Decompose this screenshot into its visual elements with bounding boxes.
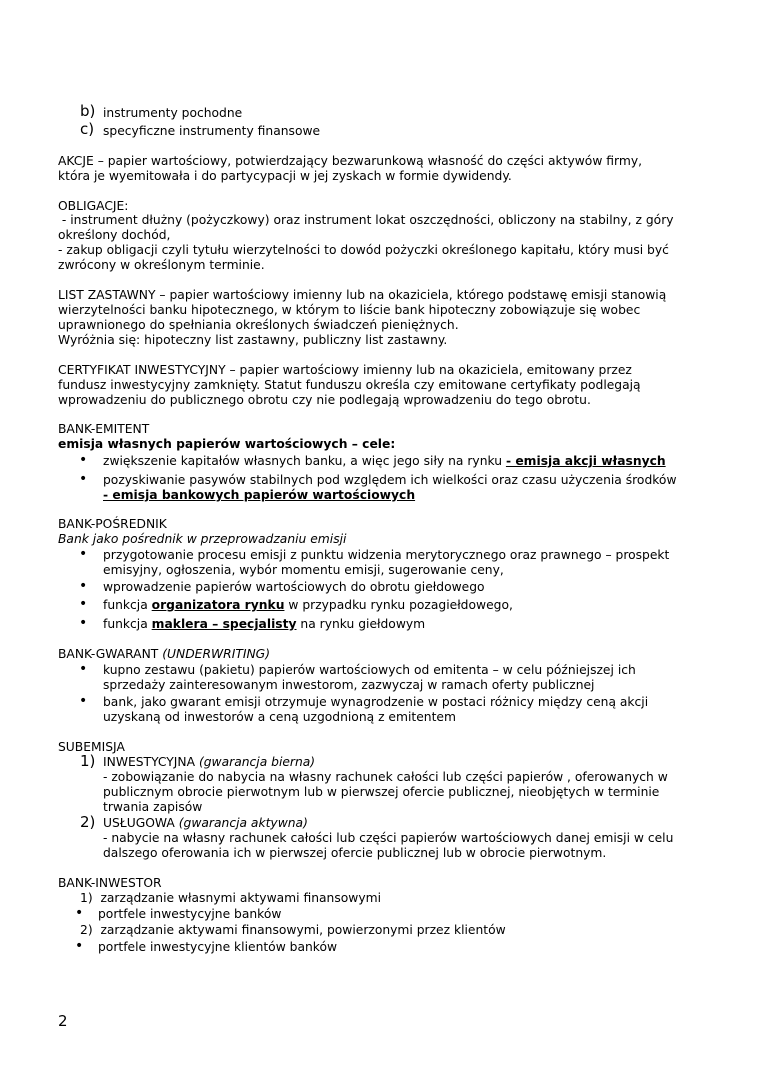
list-zastawny-line: Wyróżnia się: hipoteczny list zastawny, publiczny list zastawny.	[58, 333, 448, 347]
bullet: •	[79, 661, 88, 677]
bullet: •	[79, 693, 88, 709]
bank-gwarant-heading: BANK-GWARANT (UNDERWRITING)	[58, 647, 270, 661]
certyfikat-line: wprowadzeniu do publicznego obrotu czy nie podlegają wprowadzeniu do tego obrotu.	[58, 393, 591, 407]
obligacje-line: zwrócony w określonym terminie.	[58, 258, 265, 272]
bullet: •	[75, 938, 84, 954]
subemisja-heading: SUBEMISJA	[58, 740, 125, 754]
list-item-c: specyficzne instrumenty finansowe	[103, 124, 321, 138]
bank-posrednik-heading: BANK-POŚREDNIK	[58, 517, 167, 531]
list-zastawny-line: uprawnionego do spełniania określonych świadczeń pieniężnych.	[58, 318, 459, 332]
obligacje-line: określony dochód,	[58, 228, 171, 242]
subemisja-item-1-text: - zobowiązanie do nabycia na własny rachunek całości lub części papierów , oferowanych w	[103, 770, 668, 784]
bullet: •	[75, 905, 84, 921]
bank-emitent-bullet-1: zwiększenie kapitałów własnych banku, a więc jego siły na rynku - emisja akcji własnych	[103, 454, 666, 468]
bank-inwestor-line: 2) zarządzanie aktywami finansowymi, powierzonymi przez klientów	[80, 923, 506, 937]
bank-posrednik-subheading: Bank jako pośrednik w przeprowadzaniu emisji	[58, 532, 347, 546]
page-number: 2	[58, 1012, 68, 1030]
obligacje-heading: OBLIGACJE:	[58, 199, 129, 213]
list-item-b: instrumenty pochodne	[103, 106, 243, 120]
bank-emitent-heading: BANK-EMITENT	[58, 422, 150, 436]
certyfikat-line: CERTYFIKAT INWESTYCYJNY – papier wartościowy imienny lub na okaziciela, emitowany przez	[58, 363, 632, 377]
list-zastawny-line: wierzytelności banku hipotecznego, w którym to liście bank hipoteczny zobowiązuje się wobec	[58, 303, 641, 317]
bank-inwestor-line: portfele inwestycyjne banków	[98, 907, 282, 921]
akcje-line: AKCJE – papier wartościowy, potwierdzający bezwarunkową własność do części aktywów firmy,	[58, 154, 643, 168]
list-marker: 1)	[80, 752, 96, 770]
bullet: •	[79, 546, 88, 562]
bank-inwestor-line: 1) zarządzanie własnymi aktywami finansowymi	[80, 891, 382, 905]
bank-gwarant-bullet-1-cont: sprzedaży zainteresowanym inwestorom, zazwyczaj w ramach oferty publicznej	[103, 678, 595, 692]
list-zastawny-line: LIST ZASTAWNY – papier wartościowy imienny lub na okaziciela, którego podstawę emisji stanowią	[58, 288, 667, 302]
bank-gwarant-bullet-1: kupno zestawu (pakietu) papierów wartościowych od emitenta – w celu późniejszej ich	[103, 663, 636, 677]
bullet: •	[79, 596, 88, 612]
bank-posrednik-bullet-1: przygotowanie procesu emisji z punktu widzenia merytorycznego oraz prawnego – prospekt	[103, 548, 670, 562]
obligacje-line: - instrument dłużny (pożyczkowy) oraz instrument lokat oszczędności, obliczony na stabilny, z góry	[58, 213, 674, 227]
certyfikat-line: fundusz inwestycyjny zamknięty. Statut funduszu określa czy emitowane certyfikaty podlegają	[58, 378, 641, 392]
akcje-line: która je wyemitowała i do partycypacji w jej zyskach w formie dywidendy.	[58, 169, 512, 183]
subemisja-item-2-title: USŁUGOWA (gwarancja aktywna)	[103, 816, 308, 830]
bullet: •	[79, 471, 88, 487]
bank-gwarant-bullet-2-cont: uzyskaną od inwestorów a ceną uzgodnioną z emitentem	[103, 710, 456, 724]
bank-posrednik-bullet-1-cont: emisyjny, ogłoszenia, wybór momentu emisji, sugerowanie ceny,	[103, 563, 504, 577]
subemisja-item-2-text: - nabycie na własny rachunek całości lub części papierów wartościowych danej emisji w celu	[103, 831, 674, 845]
bank-posrednik-bullet-2: wprowadzenie papierów wartościowych do obrotu giełdowego	[103, 580, 485, 594]
bank-emitent-bullet-2-cont: - emisja bankowych papierów wartościowych	[103, 488, 416, 502]
subemisja-item-2-text: dalszego oferowania ich w pierwszej ofercie publicznej lub w obrocie pierwotnym.	[103, 846, 607, 860]
bullet: •	[79, 578, 88, 594]
bank-posrednik-bullet-3: funkcja organizatora rynku w przypadku rynku pozagiełdowego,	[103, 598, 513, 612]
bullet: •	[79, 452, 88, 468]
bank-gwarant-bullet-2: bank, jako gwarant emisji otrzymuje wynagrodzenie w postaci różnicy między ceną akcji	[103, 695, 649, 709]
bank-emitent-subheading: emisja własnych papierów wartościowych – cele:	[58, 437, 396, 451]
subemisja-item-1-text: publicznym obrocie pierwotnym lub w pierwszej ofercie publicznej, nieobjętych w terminie	[103, 785, 660, 799]
list-marker-c: c)	[80, 120, 95, 138]
subemisja-item-1-text: trwania zapisów	[103, 800, 203, 814]
list-marker-b: b)	[80, 102, 96, 120]
subemisja-item-1-title: INWESTYCYJNA (gwarancja bierna)	[103, 755, 316, 769]
bank-inwestor-heading: BANK-INWESTOR	[58, 876, 162, 890]
bullet: •	[79, 615, 88, 631]
obligacje-line: - zakup obligacji czyli tytułu wierzytelności to dowód pożyczki określonego kapitału, który musi być	[58, 243, 669, 257]
bank-posrednik-bullet-4: funkcja maklera – specjalisty na rynku giełdowym	[103, 617, 426, 631]
bank-inwestor-line: portfele inwestycyjne klientów banków	[98, 940, 338, 954]
bank-emitent-bullet-2: pozyskiwanie pasywów stabilnych pod względem ich wielkości oraz czasu użyczenia środków	[103, 473, 677, 487]
list-marker: 2)	[80, 813, 96, 831]
